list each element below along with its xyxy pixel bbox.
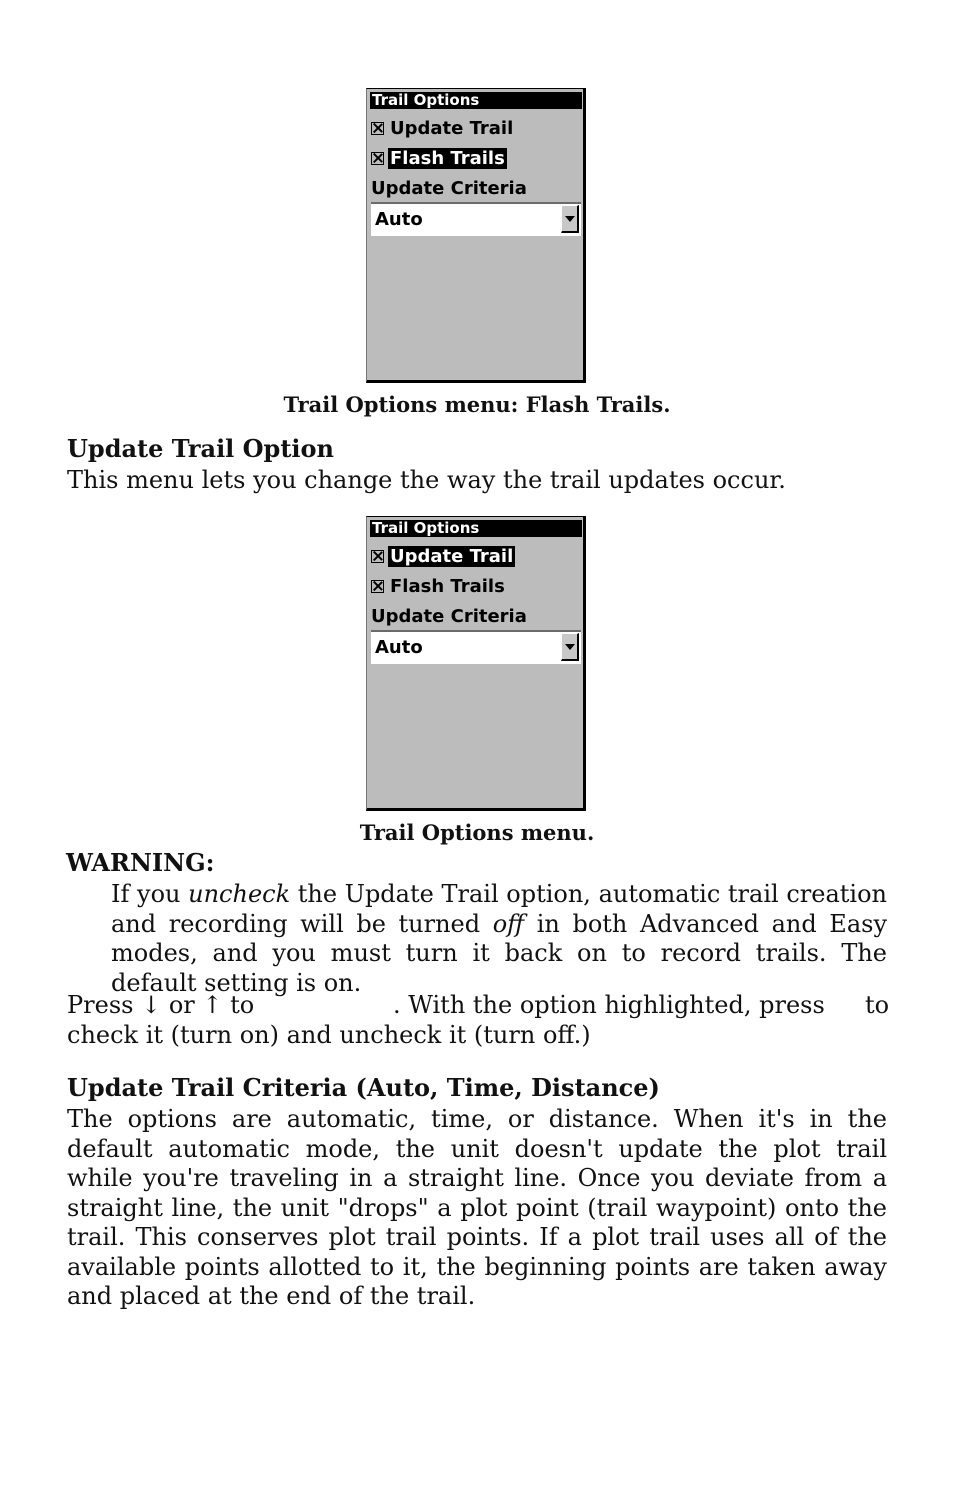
update-criteria-label: Update Criteria <box>371 178 527 199</box>
warning-text-part: in both Advanced and Easy modes, and you must turn it back on to record trails. The default setting is on. <box>111 909 887 997</box>
warning-text <box>111 880 887 998</box>
warning-emphasis-uncheck: uncheck <box>188 880 291 908</box>
press-instruction-middle: . With the option highlighted, press <box>393 991 825 1019</box>
figure1-caption: Trail Options menu: Flash Trails. <box>283 392 671 417</box>
warning-text-part: If you <box>111 880 189 908</box>
press-instruction-end: to <box>865 991 890 1019</box>
update-trail-option-text: This menu lets you change the way the trail updates occur. <box>67 466 786 494</box>
window-title: Trail Options <box>370 92 582 109</box>
update-trail-criteria-text: The options are automatic, time, or distance. When it's in the default automatic mode, the unit doesn't update the plot trail while you're traveling in a straight line. Once you deviate from a straight line, the unit "drops" a plot point (trail waypoint) onto the trail. This conserves plot trail points. If a plot trail uses all of the available points allotted to it, the beginning points are taken away and placed at the end of the trail. <box>67 1105 887 1310</box>
figure2-caption: Trail Options menu. <box>359 820 595 845</box>
flash-trails-checkbox-row[interactable] <box>371 575 507 599</box>
warning-text-part: the Update Trail option, automatic trail creation and recording will be turned <box>111 880 887 938</box>
checked-checkbox-icon[interactable] <box>371 550 384 563</box>
update-trail-checkbox-row[interactable] <box>371 545 515 569</box>
checked-checkbox-icon[interactable] <box>371 580 384 593</box>
checked-checkbox-icon[interactable] <box>371 152 384 165</box>
flash-trails-label: Flash Trails <box>390 576 505 597</box>
dropdown-value: Auto <box>375 637 423 658</box>
trail-options-window-flash <box>366 88 586 383</box>
trail-options-window-update <box>366 516 586 811</box>
press-instruction-start <box>67 991 254 1021</box>
dropdown-value: Auto <box>375 209 423 230</box>
update-criteria-label: Update Criteria <box>371 606 527 627</box>
update-criteria-dropdown[interactable] <box>371 630 581 664</box>
window-title: Trail Options <box>370 520 582 537</box>
warning-emphasis-off: off <box>492 909 525 938</box>
press-text: to <box>222 991 255 1019</box>
up-arrow-icon: ↑ <box>202 991 223 1019</box>
update-criteria-dropdown[interactable] <box>371 202 581 236</box>
press-text: or <box>161 991 203 1019</box>
press-instruction-line2: check it (turn on) and uncheck it (turn off.) <box>67 1021 591 1049</box>
press-text: Press <box>67 991 142 1019</box>
update-trail-label: Update Trail <box>390 546 514 567</box>
down-arrow-icon: ↓ <box>141 991 162 1019</box>
update-trail-option-heading: Update Trail Option <box>67 434 334 463</box>
update-trail-criteria-heading: Update Trail Criteria (Auto, Time, Distance) <box>67 1073 660 1102</box>
dropdown-arrow-icon[interactable] <box>561 633 579 661</box>
flash-trails-checkbox-row[interactable] <box>371 147 507 171</box>
update-trail-checkbox-row[interactable] <box>371 117 515 141</box>
flash-trails-label: Flash Trails <box>390 148 505 169</box>
update-trail-label: Update Trail <box>390 118 514 139</box>
warning-label: WARNING: <box>66 848 215 877</box>
dropdown-arrow-icon[interactable] <box>561 205 579 233</box>
checked-checkbox-icon[interactable] <box>371 122 384 135</box>
